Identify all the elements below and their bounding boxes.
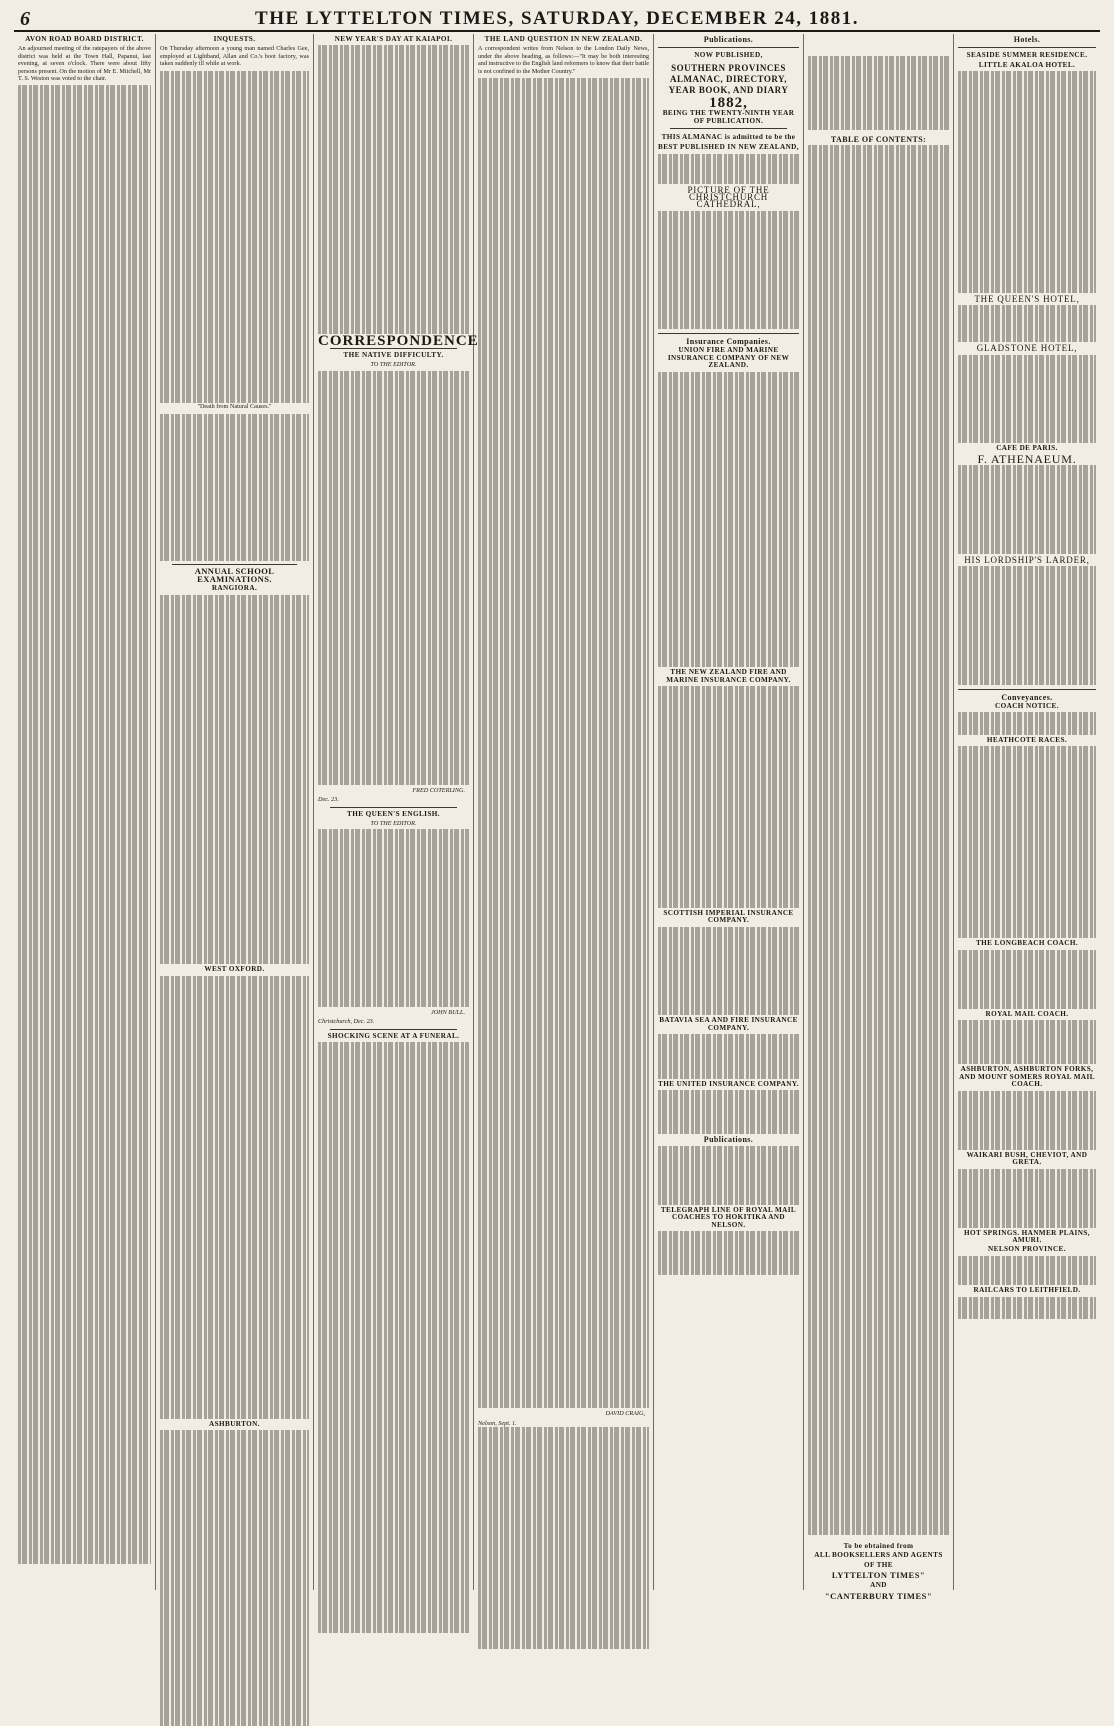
article-heading-school-exams: ANNUAL SCHOOL EXAMINATIONS. — [194, 566, 275, 584]
ad-royal-mail-body — [958, 1020, 1096, 1064]
almanac-intro — [808, 56, 949, 130]
contents-list — [808, 145, 949, 1534]
section-heading-hotels: Hotels. — [1013, 35, 1041, 44]
article-heading-land: THE LAND QUESTION IN NEW ZEALAND. — [484, 35, 643, 43]
article-date-land: Nelson, Sept. 1. — [478, 1419, 517, 1427]
article-body-inquests — [160, 71, 309, 404]
letter-body-queens-english — [318, 829, 469, 1006]
subheading-rangiora: RANGIORA. — [211, 584, 258, 593]
newspaper-title: THE LYTTELTON TIMES, SATURDAY, DECEMBER 24, 1881. — [255, 8, 859, 29]
ad-queens-hotel: THE QUEEN'S HOTEL, — [974, 293, 1080, 304]
ad-akaroa-body — [958, 71, 1096, 293]
ad-lordships-body — [958, 566, 1096, 684]
divider — [330, 1029, 457, 1030]
column-land-question — [474, 34, 654, 1590]
column-hotels-conveyances — [954, 34, 1100, 1590]
ad-booksellers: ALL BOOKSELLERS AND AGENTS — [814, 1551, 943, 1560]
ad-union-fire: UNION FIRE AND MARINE INSURANCE COMPANY OF NEW ZEALAND. — [667, 346, 790, 370]
article-body-rangiora — [160, 595, 309, 965]
section-heading-correspondence: CORRESPONDENCE — [318, 332, 479, 349]
ad-lyttelton-times: LYTTELTON TIMES" — [831, 1569, 926, 1580]
ad-batavia: BATAVIA SEA AND FIRE INSURANCE COMPANY. — [659, 1016, 798, 1032]
ad-longbeach-coach: THE LONGBEACH COACH. — [975, 939, 1079, 948]
section-heading-insurance: Insurance Companies. — [686, 337, 771, 347]
masthead — [14, 8, 1100, 32]
ad-coach-notice: COACH NOTICE. — [995, 701, 1059, 710]
ad-scottish: SCOTTISH IMPERIAL INSURANCE COMPANY. — [663, 908, 794, 925]
ad-of-the: OF THE — [864, 1560, 893, 1569]
column-avon-road-board — [14, 34, 156, 1590]
column-inquests — [156, 34, 314, 1590]
letter-signature-queens: JOHN BULL. — [430, 1008, 465, 1016]
article-heading-funeral: SHOCKING SCENE AT A FUNERAL. — [327, 1031, 460, 1040]
to-the-editor: TO THE EDITOR. — [370, 819, 417, 827]
ad-almanac-best: THIS ALMANAC is admitted to be the BEST PUBLISHED IN NEW ZEALAND, — [658, 133, 799, 152]
article-body-avon — [18, 85, 151, 1563]
inquest-verdict: "Death from Natural Causes." — [197, 403, 272, 411]
letter-heading-queens-english: THE QUEEN'S ENGLISH. — [347, 809, 440, 818]
article-body-funeral — [318, 1042, 469, 1633]
ad-ashburton-coach: ASHBURTON, ASHBURTON FORKS, AND MOUNT SOMERS ROYAL MAIL COACH. — [959, 1065, 1095, 1089]
ad-telegraph-body — [658, 1231, 799, 1275]
ad-queens-hotel-body — [958, 305, 1096, 342]
ad-canterbury-times: "CANTERBURY TIMES" — [824, 1590, 933, 1601]
ad-gladstone-hotel: GLADSTONE HOTEL, — [976, 343, 1078, 354]
page-columns — [14, 34, 1100, 1601]
ad-publications-body — [658, 1146, 799, 1205]
ad-almanac-body-2 — [658, 211, 799, 329]
article-heading-avon: AVON ROAD BOARD DISTRICT. — [25, 35, 144, 43]
divider — [958, 689, 1096, 690]
column-correspondence — [314, 34, 479, 1590]
section-heading-publications: Publications. — [703, 35, 754, 44]
ad-to-be-obtained: To be obtained from — [843, 1541, 914, 1550]
ad-railcars-body — [958, 1297, 1096, 1319]
divider — [670, 128, 787, 129]
ad-cafe-de-paris: CAFE DE PARIS. — [996, 444, 1058, 453]
ad-ashburton-body — [958, 1091, 1096, 1150]
letter-date-native: Dec. 23. — [318, 796, 339, 804]
ad-almanac-edition: BEING THE TWENTY-NINTH YEAR OF PUBLICATION. — [662, 109, 795, 125]
ad-almanac-year: 1882, — [709, 94, 748, 111]
ad-hot-springs: HOT SPRINGS. HANMER PLAINS, AMURI. — [964, 1228, 1090, 1245]
article-lead-avon: An adjourned meeting of the ratepayers of the above district was held at the Town Hall, Papanui, last evening, at seven o'clock. There were about fifty persons present. On the motion of Mr E. Mitchell, Mr T. S. Weston was voted to the chair. — [18, 45, 152, 83]
article-signature-land: DAVID CRAIG, — [605, 1410, 645, 1418]
ad-united-body — [658, 1090, 799, 1134]
letter-place-queens: Christchurch, Dec. 23. — [318, 1018, 375, 1026]
ad-heathcote-races: HEATHCOTE RACES. — [986, 735, 1068, 744]
column-almanac-contents — [804, 34, 954, 1601]
divider — [172, 564, 297, 565]
contents-heading: TABLE OF CONTENTS: — [830, 134, 927, 144]
ad-akaroa-hotel: LITTLE AKALOA HOTEL. — [978, 60, 1076, 69]
ad-longbeach-body — [958, 950, 1096, 1009]
article-lead-land: A correspondent writes from Nelson to the London Daily News, under the above heading, as follows:—"It may be both interesting and instructive to the English land reformers to know that their battle is not confined to the Mother Country." — [478, 45, 649, 75]
to-the-editor: TO THE EDITOR. — [370, 361, 417, 369]
column-almanac-insurance — [654, 34, 804, 1590]
divider — [658, 333, 799, 334]
ad-cathedral-picture: PICTURE OF THE CHRISTCHURCH CATHEDRAL, — [687, 184, 770, 210]
article-body-land-2 — [478, 1427, 649, 1649]
article-lead-inquests: On Thursday afternoon a young man named Charles Gee, employed at Lightband, Allan and Co.'s boot factory, was taken suddenly ill while at work. — [160, 45, 309, 68]
ad-railcars: RAILCARS TO LEITHFIELD. — [973, 1286, 1081, 1295]
ad-almanac-body — [658, 154, 799, 184]
ad-scottish-body — [658, 927, 799, 1016]
ad-nz-fire-body — [658, 686, 799, 908]
ad-gladstone-body — [958, 355, 1096, 444]
subheading-west-oxford: WEST OXFORD. — [204, 965, 265, 974]
ad-nelson-body — [958, 1256, 1096, 1286]
divider — [658, 47, 799, 48]
ad-royal-mail-coach: ROYAL MAIL COACH. — [985, 1009, 1069, 1018]
article-heading-kaiapoi: NEW YEAR'S DAY AT KAIAPOI. — [334, 35, 453, 43]
letter-body-native — [318, 371, 469, 785]
subheading-ashburton: ASHBURTON. — [209, 1420, 260, 1429]
ad-union-fire-body — [658, 372, 799, 668]
article-body-land — [478, 78, 649, 1408]
article-body-west-oxford — [160, 976, 309, 1419]
ad-united: THE UNITED INSURANCE COMPANY. — [658, 1079, 799, 1088]
letter-heading-native: THE NATIVE DIFFICULTY. — [343, 351, 444, 360]
letter-signature-native: FRED COTERLING. — [412, 786, 465, 794]
divider — [330, 807, 457, 808]
ad-almanac-title: SOUTHERN PROVINCES ALMANAC, DIRECTORY, YEAR BOOK, AND DIARY — [668, 62, 789, 95]
section-heading-publications-2: Publications. — [703, 1135, 754, 1145]
ad-athenaeum: F. ATHENAEUM. — [977, 451, 1077, 466]
article-body-ashburton — [160, 1430, 309, 1726]
article-body-inquests-2 — [160, 414, 309, 562]
page-number: 6 — [20, 8, 30, 30]
divider — [958, 47, 1096, 48]
ad-waikari-bush: WAIKARI BUSH, CHEVIOT, AND GRETA. — [966, 1150, 1088, 1167]
ad-coach-notice-body — [958, 712, 1096, 734]
article-heading-inquests: INQUESTS. — [213, 35, 256, 43]
ad-and: AND — [870, 1581, 887, 1590]
ad-lordships-larder: HIS LORDSHIP'S LARDER, — [964, 554, 1090, 565]
ad-waikari-body — [958, 1169, 1096, 1228]
ad-batavia-body — [658, 1034, 799, 1078]
article-body-kaiapoi — [318, 45, 469, 333]
ad-telegraph: TELEGRAPH LINE OF ROYAL MAIL COACHES TO HOKITIKA AND NELSON. — [660, 1205, 797, 1229]
ad-nelson-province: NELSON PROVINCE. — [988, 1245, 1066, 1254]
ad-seaside: SEASIDE SUMMER RESIDENCE. — [966, 51, 1088, 60]
ad-now-published: NOW PUBLISHED, — [694, 51, 763, 60]
ad-athenaeum-body — [958, 465, 1096, 554]
ad-heathcote-body — [958, 746, 1096, 938]
section-heading-conveyances: Conveyances. — [1001, 692, 1053, 702]
ad-nz-fire: THE NEW ZEALAND FIRE AND MARINE INSURANCE COMPANY. — [666, 668, 791, 684]
